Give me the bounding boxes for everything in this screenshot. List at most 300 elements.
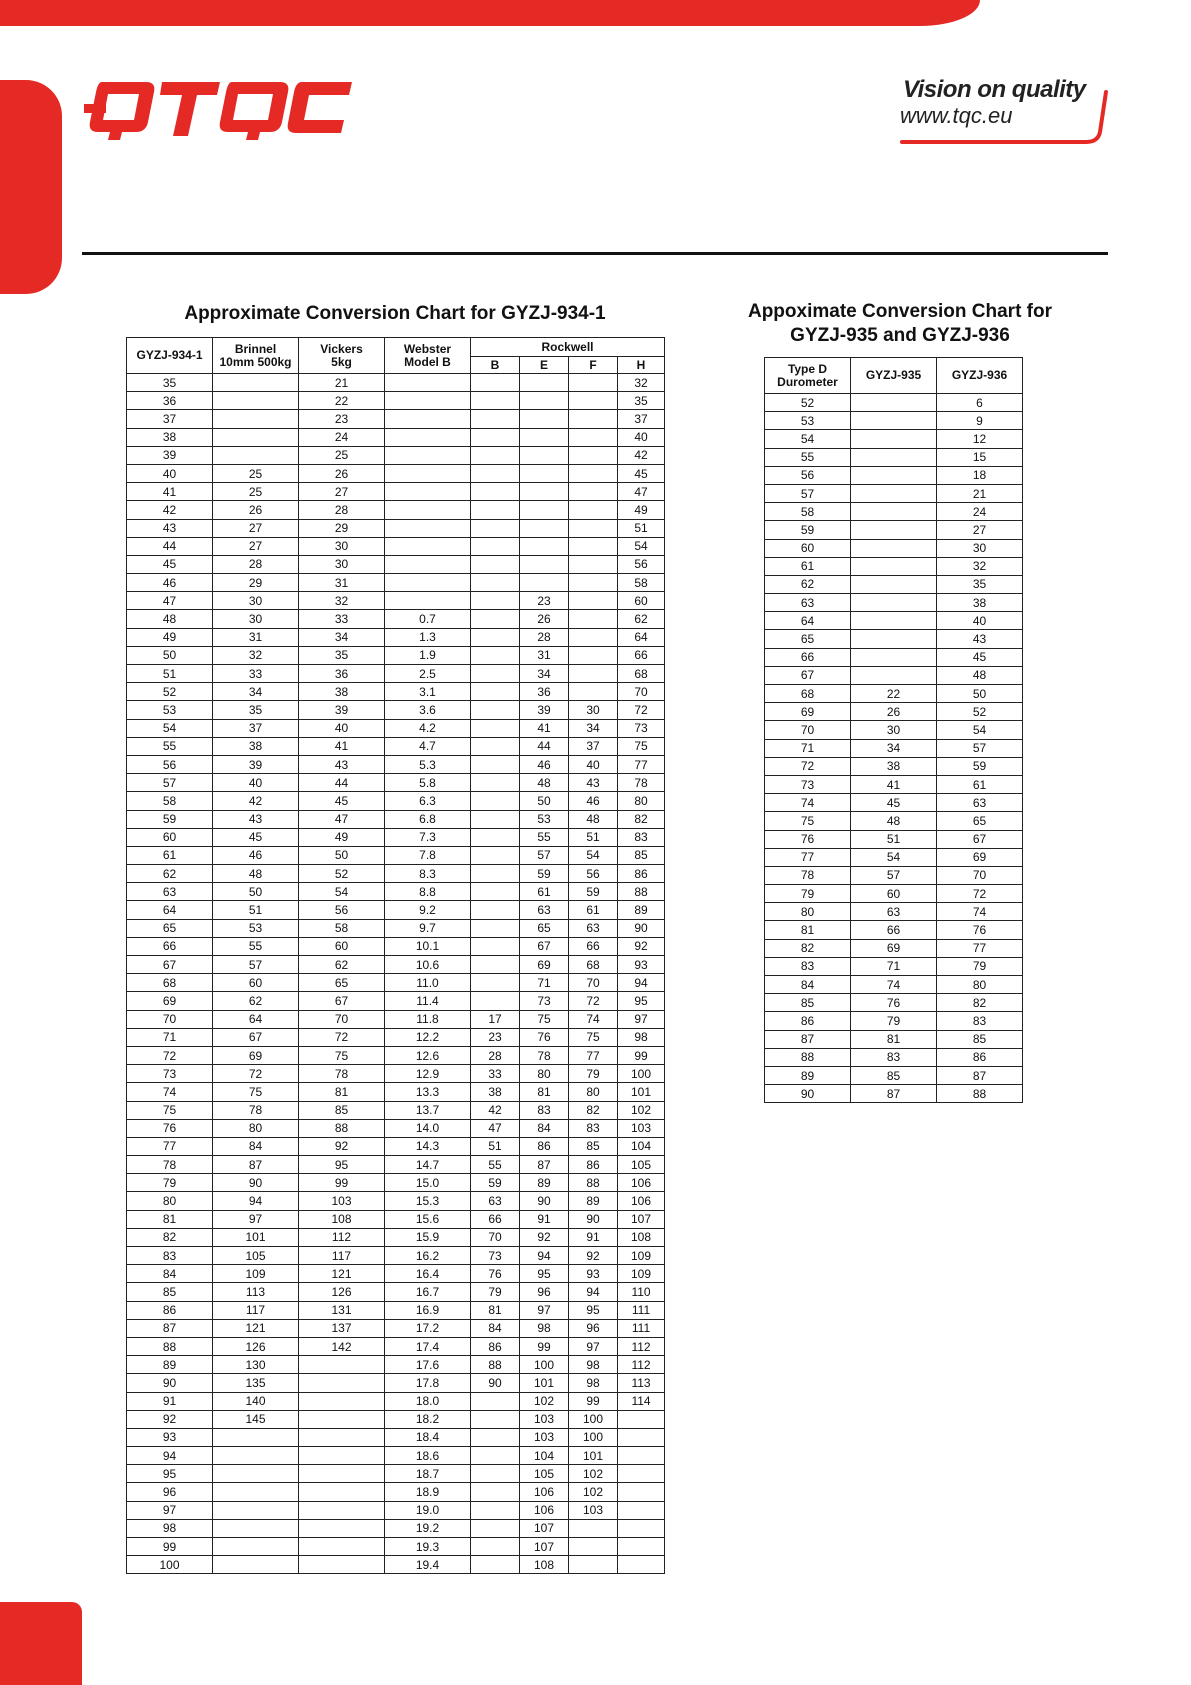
table-cell: 54 <box>569 846 618 864</box>
table-row <box>127 1428 665 1446</box>
table-cell: 2.5 <box>385 665 471 683</box>
header-brinnel <box>213 338 299 374</box>
table-cell <box>385 519 471 537</box>
table-cell <box>471 865 520 883</box>
table-row <box>127 1356 665 1374</box>
table-cell: 77 <box>765 848 851 866</box>
table-cell: 95 <box>127 1465 213 1483</box>
table-cell <box>471 1483 520 1501</box>
table-cell: 39 <box>299 701 385 719</box>
table-cell: 23 <box>520 592 569 610</box>
table-cell: 57 <box>127 774 213 792</box>
table-cell: 73 <box>471 1247 520 1265</box>
table-cell: 85 <box>569 1137 618 1155</box>
table-row <box>765 685 1023 703</box>
table-cell: 7.8 <box>385 846 471 864</box>
table-cell: 105 <box>213 1247 299 1265</box>
table-cell: 27 <box>299 483 385 501</box>
table-cell: 88 <box>569 1174 618 1192</box>
table-cell: 75 <box>213 1083 299 1101</box>
table-cell: 40 <box>299 719 385 737</box>
table-cell <box>520 519 569 537</box>
table-row <box>127 810 665 828</box>
table-cell: 76 <box>520 1028 569 1046</box>
table-cell: 101 <box>618 1083 665 1101</box>
table-cell: 102 <box>618 1101 665 1119</box>
table-cell: 12.2 <box>385 1028 471 1046</box>
table-cell: 67 <box>937 830 1023 848</box>
table-cell: 12.6 <box>385 1046 471 1064</box>
table-cell: 74 <box>851 976 937 994</box>
table-cell: 81 <box>851 1030 937 1048</box>
table-cell: 60 <box>127 828 213 846</box>
table-cell: 26 <box>851 703 937 721</box>
table-cell: 25 <box>213 464 299 482</box>
table-cell <box>569 646 618 664</box>
table-cell: 49 <box>299 828 385 846</box>
table-row <box>765 848 1023 866</box>
table-cell: 90 <box>765 1085 851 1103</box>
table-cell: 43 <box>213 810 299 828</box>
table-cell: 24 <box>299 428 385 446</box>
table-cell: 38 <box>471 1083 520 1101</box>
table-cell: 69 <box>765 703 851 721</box>
table-cell: 62 <box>213 992 299 1010</box>
table-cell: 99 <box>299 1174 385 1192</box>
table-cell: 61 <box>765 557 851 575</box>
table-cell <box>471 846 520 864</box>
table-cell <box>471 483 520 501</box>
table-cell: 14.3 <box>385 1137 471 1155</box>
table-cell <box>471 992 520 1010</box>
table-cell: 29 <box>213 574 299 592</box>
table-cell <box>385 592 471 610</box>
table-cell: 72 <box>765 757 851 775</box>
table-cell <box>471 392 520 410</box>
table-row <box>765 594 1023 612</box>
table-cell: 49 <box>618 501 665 519</box>
table-cell: 53 <box>213 919 299 937</box>
table-cell <box>471 665 520 683</box>
table-cell: 95 <box>618 992 665 1010</box>
table-row <box>127 1247 665 1265</box>
table-cell <box>520 374 569 392</box>
table-cell: 47 <box>618 483 665 501</box>
table-cell: 101 <box>520 1374 569 1392</box>
table-row <box>765 630 1023 648</box>
table-row <box>127 483 665 501</box>
table-cell: 109 <box>618 1265 665 1283</box>
table-cell: 71 <box>127 1028 213 1046</box>
table-row <box>127 701 665 719</box>
table-row <box>127 1392 665 1410</box>
table-row <box>127 992 665 1010</box>
table-cell: 55 <box>127 737 213 755</box>
table-cell: 44 <box>127 537 213 555</box>
header-divider <box>82 252 1108 255</box>
table-cell: 97 <box>520 1301 569 1319</box>
table-cell: 52 <box>937 703 1023 721</box>
table-cell: 97 <box>569 1337 618 1355</box>
table-cell: 32 <box>213 646 299 664</box>
table-cell: 92 <box>299 1137 385 1155</box>
table-cell: 82 <box>618 810 665 828</box>
table-row <box>127 937 665 955</box>
table-cell <box>471 1465 520 1483</box>
table-cell: 67 <box>127 956 213 974</box>
table-cell: 18 <box>937 466 1023 484</box>
table-cell: 17.6 <box>385 1356 471 1374</box>
table-cell: 47 <box>471 1119 520 1137</box>
table-cell: 36 <box>127 392 213 410</box>
table-cell <box>213 1501 299 1519</box>
table-cell: 93 <box>127 1428 213 1446</box>
table-cell: 92 <box>127 1410 213 1428</box>
table-cell: 30 <box>937 539 1023 557</box>
table-cell: 60 <box>851 885 937 903</box>
table-cell <box>520 464 569 482</box>
table-row <box>127 1046 665 1064</box>
table-cell: 95 <box>569 1301 618 1319</box>
table-cell: 35 <box>213 701 299 719</box>
table-cell: 86 <box>937 1048 1023 1066</box>
table-cell <box>569 610 618 628</box>
table-cell <box>569 1556 618 1574</box>
table-cell: 37 <box>618 410 665 428</box>
table-cell: 78 <box>213 1101 299 1119</box>
table-cell <box>471 883 520 901</box>
table-cell: 82 <box>127 1228 213 1246</box>
table-cell <box>851 648 937 666</box>
table-cell: 75 <box>520 1010 569 1028</box>
header-rockwell-b: B <box>471 357 520 374</box>
table-cell: 85 <box>765 994 851 1012</box>
table-row <box>127 792 665 810</box>
table-row <box>765 503 1023 521</box>
table-cell: 78 <box>618 774 665 792</box>
table-cell <box>520 428 569 446</box>
table-cell: 88 <box>765 1048 851 1066</box>
table-cell: 70 <box>471 1228 520 1246</box>
table-cell: 42 <box>213 792 299 810</box>
table-cell: 113 <box>618 1374 665 1392</box>
table-cell <box>569 574 618 592</box>
table-cell: 87 <box>127 1319 213 1337</box>
table-cell <box>299 1410 385 1428</box>
table-cell <box>569 428 618 446</box>
table-cell <box>569 464 618 482</box>
table-cell: 5.3 <box>385 755 471 773</box>
table-cell: 57 <box>213 956 299 974</box>
table-cell <box>520 410 569 428</box>
table-cell <box>618 1465 665 1483</box>
table-cell: 73 <box>765 775 851 793</box>
table-row <box>127 865 665 883</box>
table-row <box>765 721 1023 739</box>
table-cell: 89 <box>618 901 665 919</box>
table-row <box>127 755 665 773</box>
table-cell: 60 <box>618 592 665 610</box>
table-cell: 56 <box>569 865 618 883</box>
table-cell: 76 <box>937 921 1023 939</box>
table-cell: 5.8 <box>385 774 471 792</box>
table-cell: 61 <box>569 901 618 919</box>
table-cell: 76 <box>471 1265 520 1283</box>
table-row <box>127 1265 665 1283</box>
table-cell <box>471 974 520 992</box>
table-cell: 14.0 <box>385 1119 471 1137</box>
table-row <box>765 921 1023 939</box>
table-cell <box>569 665 618 683</box>
table-row <box>127 1556 665 1574</box>
table-cell: 50 <box>520 792 569 810</box>
table-cell: 15.6 <box>385 1210 471 1228</box>
table-cell: 101 <box>213 1228 299 1246</box>
table-cell: 45 <box>937 648 1023 666</box>
table-cell: 61 <box>127 846 213 864</box>
table-cell <box>385 464 471 482</box>
table-cell: 50 <box>127 646 213 664</box>
table-cell <box>385 374 471 392</box>
table-cell: 50 <box>937 685 1023 703</box>
table-cell: 79 <box>851 1012 937 1030</box>
table-cell: 75 <box>765 812 851 830</box>
table-cell: 81 <box>520 1083 569 1101</box>
table-cell <box>851 612 937 630</box>
table-cell: 60 <box>213 974 299 992</box>
table-row <box>127 1447 665 1465</box>
table-cell <box>213 1519 299 1537</box>
table-cell: 96 <box>127 1483 213 1501</box>
table-row <box>765 703 1023 721</box>
table-cell: 26 <box>213 501 299 519</box>
table-cell: 40 <box>213 774 299 792</box>
table-cell: 19.2 <box>385 1519 471 1537</box>
table-cell <box>299 1447 385 1465</box>
table-cell: 79 <box>127 1174 213 1192</box>
table-cell: 68 <box>127 974 213 992</box>
table-cell: 87 <box>520 1156 569 1174</box>
table-cell: 80 <box>127 1192 213 1210</box>
header-gyzj-936: GYZJ-936 <box>937 358 1023 394</box>
table-cell: 18.4 <box>385 1428 471 1446</box>
table-row <box>127 1210 665 1228</box>
table-cell: 107 <box>618 1210 665 1228</box>
table-row <box>127 1538 665 1556</box>
table-cell: 93 <box>569 1265 618 1283</box>
table-cell <box>851 394 937 412</box>
table-cell: 99 <box>520 1337 569 1355</box>
table-cell: 74 <box>937 903 1023 921</box>
table-cell: 11.8 <box>385 1010 471 1028</box>
table-cell: 81 <box>765 921 851 939</box>
table-cell: 10.1 <box>385 937 471 955</box>
table-cell: 75 <box>618 737 665 755</box>
table-cell: 51 <box>569 828 618 846</box>
table-cell <box>471 737 520 755</box>
table-row <box>127 1101 665 1119</box>
table-cell: 56 <box>127 755 213 773</box>
table-cell <box>299 1519 385 1537</box>
table-cell: 48 <box>851 812 937 830</box>
table-cell <box>213 1428 299 1446</box>
table-cell: 7.3 <box>385 828 471 846</box>
table-cell: 27 <box>937 521 1023 539</box>
table-cell: 49 <box>127 628 213 646</box>
table-cell <box>299 1465 385 1483</box>
table-cell <box>569 374 618 392</box>
table-cell: 77 <box>937 939 1023 957</box>
table-cell <box>618 1483 665 1501</box>
table-row <box>765 394 1023 412</box>
table-cell <box>520 446 569 464</box>
table-cell: 77 <box>127 1137 213 1155</box>
table-cell: 66 <box>618 646 665 664</box>
table-cell <box>618 1519 665 1537</box>
table-row <box>765 448 1023 466</box>
table-cell <box>385 392 471 410</box>
table-row <box>127 519 665 537</box>
table-cell: 92 <box>520 1228 569 1246</box>
table-cell: 54 <box>765 430 851 448</box>
table-cell: 85 <box>937 1030 1023 1048</box>
table-cell: 121 <box>213 1319 299 1337</box>
table-cell: 40 <box>127 464 213 482</box>
table-cell: 75 <box>127 1101 213 1119</box>
table-row <box>127 1028 665 1046</box>
table-row <box>127 1137 665 1155</box>
table-cell: 94 <box>618 974 665 992</box>
table-cell: 83 <box>520 1101 569 1119</box>
table-row <box>765 1030 1023 1048</box>
table-cell: 83 <box>937 1012 1023 1030</box>
table-cell: 16.2 <box>385 1247 471 1265</box>
tagline-text: Vision on quality <box>903 76 1086 103</box>
table-cell: 55 <box>520 828 569 846</box>
table-cell: 19.3 <box>385 1538 471 1556</box>
table-cell: 126 <box>299 1283 385 1301</box>
table-cell: 47 <box>299 810 385 828</box>
table-cell: 38 <box>213 737 299 755</box>
table-row <box>127 410 665 428</box>
table-cell: 18.6 <box>385 1447 471 1465</box>
table-cell: 30 <box>851 721 937 739</box>
table-cell: 52 <box>127 683 213 701</box>
table-cell: 99 <box>127 1538 213 1556</box>
table-cell: 78 <box>520 1046 569 1064</box>
table-cell: 53 <box>520 810 569 828</box>
table-row <box>765 812 1023 830</box>
table-cell: 90 <box>520 1192 569 1210</box>
table-cell: 85 <box>851 1066 937 1084</box>
table-cell <box>213 374 299 392</box>
table-cell: 59 <box>937 757 1023 775</box>
table-cell: 98 <box>569 1356 618 1374</box>
table-cell: 11.4 <box>385 992 471 1010</box>
table-cell: 96 <box>569 1319 618 1337</box>
table-cell: 58 <box>618 574 665 592</box>
table-cell <box>851 430 937 448</box>
table-cell: 72 <box>618 701 665 719</box>
table-cell: 112 <box>299 1228 385 1246</box>
table-row <box>127 1283 665 1301</box>
table-cell <box>851 484 937 502</box>
table-cell: 90 <box>569 1210 618 1228</box>
table-row <box>127 828 665 846</box>
table-cell: 80 <box>520 1065 569 1083</box>
table-cell <box>213 1556 299 1574</box>
table-cell <box>385 501 471 519</box>
table-cell: 73 <box>127 1065 213 1083</box>
table-cell <box>569 392 618 410</box>
header-gyzj-934-1: GYZJ-934-1 <box>127 338 213 374</box>
table-row <box>127 501 665 519</box>
table-cell <box>471 1556 520 1574</box>
table-cell: 3.6 <box>385 701 471 719</box>
table-cell: 30 <box>569 701 618 719</box>
table-cell: 57 <box>937 739 1023 757</box>
table-cell: 27 <box>213 519 299 537</box>
table-cell: 52 <box>299 865 385 883</box>
table-cell: 18.2 <box>385 1410 471 1428</box>
table-cell: 21 <box>937 484 1023 502</box>
table-cell: 86 <box>765 1012 851 1030</box>
table-cell: 9.2 <box>385 901 471 919</box>
table-cell <box>851 557 937 575</box>
table-row <box>765 466 1023 484</box>
table-cell <box>569 483 618 501</box>
table-row <box>127 1156 665 1174</box>
table-cell: 83 <box>127 1247 213 1265</box>
table-cell: 81 <box>299 1083 385 1101</box>
table-cell: 42 <box>471 1101 520 1119</box>
table-cell: 113 <box>213 1283 299 1301</box>
table-cell: 48 <box>569 810 618 828</box>
table-cell: 98 <box>569 1374 618 1392</box>
table-cell <box>471 628 520 646</box>
table-cell: 23 <box>299 410 385 428</box>
table-cell: 62 <box>127 865 213 883</box>
table-cell: 103 <box>618 1119 665 1137</box>
table-cell: 46 <box>213 846 299 864</box>
table-cell: 51 <box>127 665 213 683</box>
table-cell: 91 <box>520 1210 569 1228</box>
table-cell <box>385 410 471 428</box>
table-cell: 38 <box>299 683 385 701</box>
table-cell <box>213 1465 299 1483</box>
table-cell <box>299 1428 385 1446</box>
table-cell: 103 <box>569 1501 618 1519</box>
table-cell: 64 <box>765 612 851 630</box>
table-cell: 101 <box>569 1447 618 1465</box>
table-cell: 42 <box>618 446 665 464</box>
table-row <box>127 428 665 446</box>
table-cell: 137 <box>299 1319 385 1337</box>
table-cell: 112 <box>618 1356 665 1374</box>
table-cell <box>851 503 937 521</box>
table-cell: 17.2 <box>385 1319 471 1337</box>
table-cell: 85 <box>299 1101 385 1119</box>
table-row <box>765 757 1023 775</box>
table-cell <box>851 594 937 612</box>
table-cell: 48 <box>213 865 299 883</box>
table-cell: 84 <box>471 1319 520 1337</box>
table-cell: 86 <box>471 1337 520 1355</box>
table-cell: 1.3 <box>385 628 471 646</box>
table-cell: 16.4 <box>385 1265 471 1283</box>
table-cell: 11.0 <box>385 974 471 992</box>
table-row <box>765 557 1023 575</box>
